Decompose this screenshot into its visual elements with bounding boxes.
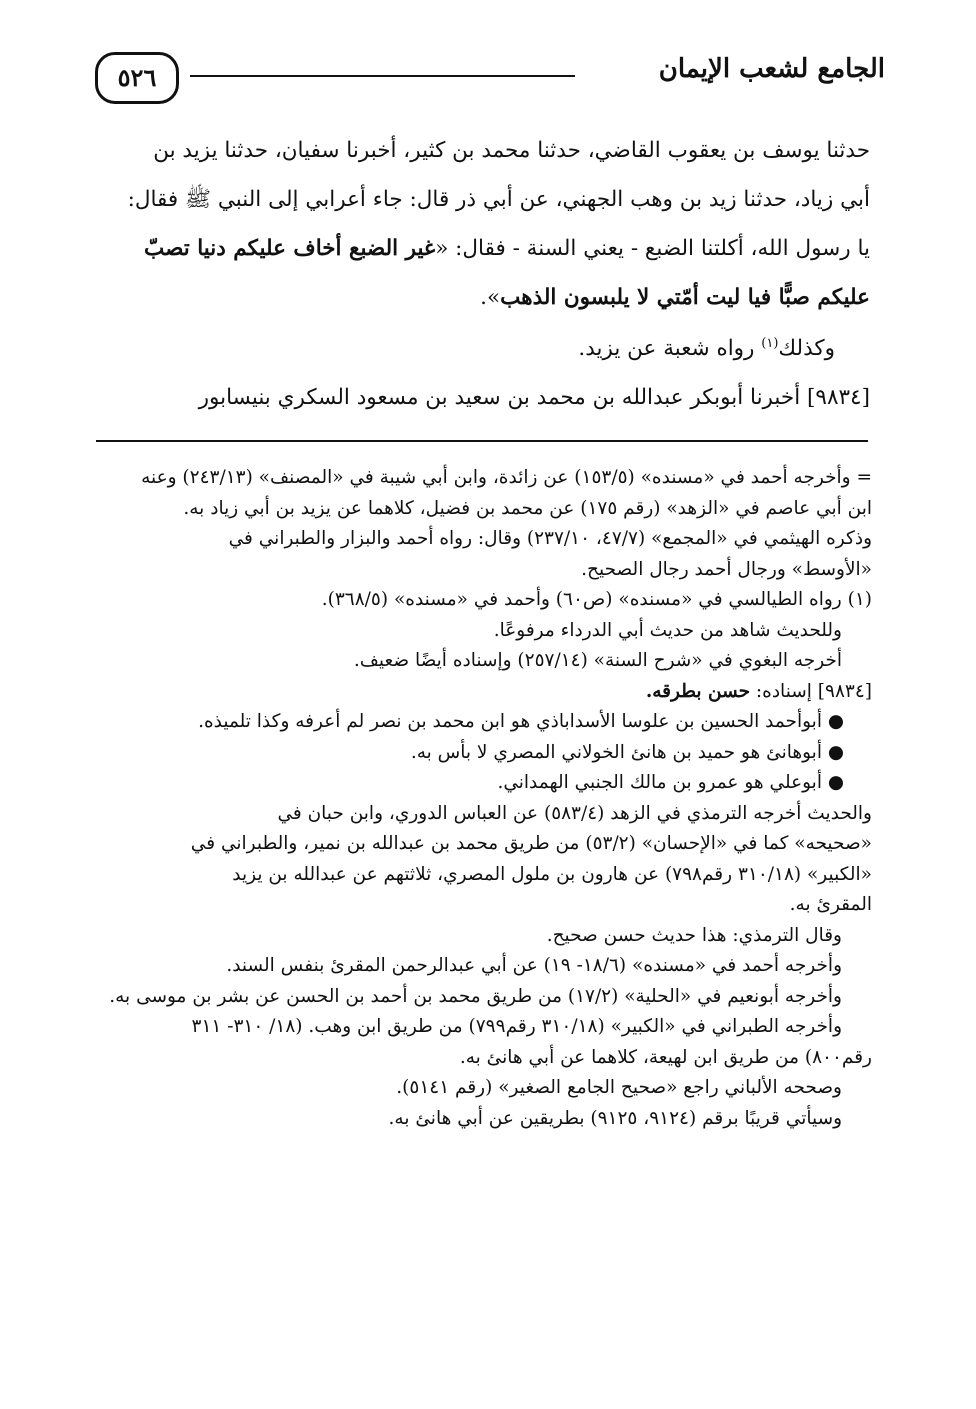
header-rule [190,75,575,77]
footnote-line: وأخرجه الطبراني في «الكبير» (٣١٠/١٨ رقم٧٩٩) من طريق ابن وهب. (١٨/ ٣١٠- ٣١١ [191,1016,842,1037]
hadith-text: عليكم صبًّا فيا ليت أمّتي لا يلبسون الذهب [500,285,870,310]
main-text-span: وكذلك [778,336,835,361]
footnote-marker: (١) [761,335,779,351]
main-line [100,324,870,373]
footnote-line: وللحديث شاهد من حديث أبي الدرداء مرفوعًا. [493,619,842,641]
main-line: أبي زياد، حدثنا زيد بن وهب الجهني، عن أبي ذر قال: جاء أعرابي إلى النبي ﷺ فقال: [127,187,870,212]
main-line: حدثنا يوسف بن يعقوب القاضي، حدثنا محمد بن كثير، أخبرنا سفيان، حدثنا يزيد بن [153,138,870,163]
list-item: ● أبوعلي هو عمرو بن مالك الجنبي الهمداني. [497,772,844,793]
list-item: ● أبوهانئ هو حميد بن هانئ الخولاني المصري لا بأس به. [410,741,844,763]
main-text [100,126,870,422]
takhrij-heading [98,677,872,708]
main-line [100,273,870,322]
footnote-line: وسيأتي قريبًا برقم (٩١٢٤، ٩١٢٥) بطريقين عن أبي هانئ به. [388,1107,842,1129]
list-item: ● أبوأحمد الحسين بن علوسا الأسداباذي هو ابن محمد بن نصر لم أعرفه وكذا تلميذه. [198,711,844,732]
footnote-1: (١) رواه الطيالسي في «مسنده» (ص٦٠) وأحمد في «مسنده» (٣٦٨/٥). [321,589,872,610]
hadith-number-line: [٩٨٣٤] أخبرنا أبوبكر عبدالله بن محمد بن سعيد بن مسعود السكري بنيسابور [198,385,870,410]
footnote-line: أخرجه البغوي في «شرح السنة» (٢٥٧/١٤) وإسناده أيضًا ضعيف. [353,650,842,671]
main-line [100,224,870,273]
main-text-span: ». [480,285,501,310]
footnote-line: المقرئ به. [789,894,872,915]
footnote-line: «صحيحه» كما في «الإحسان» (٥٣/٢) من طريق محمد بن عبدالله بن نمير، والطبراني في [190,833,872,854]
footnote-separator [96,440,868,442]
footnote-line: وصححه الألباني راجع «صحيح الجامع الصغير» (رقم ٥١٤١). [396,1077,842,1098]
footnote-line: وأخرجه أحمد في «مسنده» (١٨/٦- ١٩) عن أبي عبدالرحمن المقرئ بنفس السند. [226,955,842,976]
footnote-line: ابن أبي عاصم في «الزهد» (رقم ١٧٥) عن محمد بن فضيل، كلاهما عن يزيد بن أبي زياد به. [183,497,872,519]
running-title: الجامع لشعب الإيمان [658,54,885,84]
takhrij-verdict: حسن بطرقه. [645,680,751,702]
main-text-span: يا رسول الله، أكلتنا الضبع - يعني السنة - فقال: « [435,236,870,261]
page-header [95,44,885,106]
page-number-badge: ٥٢٦ [95,52,179,104]
footnote-line: «الكبير» (٣١٠/١٨ رقم٧٩٨) عن هارون بن ملول المصري، ثلاثتهم عن عبدالله بن يزيد [232,863,872,885]
footnote-line: رقم٨٠٠) من طريق ابن لهيعة، كلاهما عن أبي هانئ به. [459,1046,872,1068]
footnote-line: = وأخرجه أحمد في «مسنده» (١٥٣/٥) عن زائدة، وابن أبي شيبة في «المصنف» (٢٤٣/١٣) وعنه [141,467,872,488]
footnote-line: «الأوسط» ورجال أحمد رجال الصحيح. [581,558,872,580]
footnote-line: والحديث أخرجه الترمذي في الزهد (٥٨٣/٤) عن العباس الدوري، وابن حبان في [277,802,872,824]
takhrij-label: [٩٨٣٤] إسناده: [750,680,872,702]
footnote-line: وأخرجه أبونعيم في «الحلية» (١٧/٢) من طريق محمد بن أحمد بن الحسن عن بشر بن موسى به. [109,985,842,1007]
hadith-text: غير الضبع أخاف عليكم دنيا تصبّ [144,236,436,261]
main-text-span: رواه شعبة عن يزيد. [578,336,762,361]
footnote-line: وذكره الهيثمي في «المجمع» (٤٧/٧، ٢٣٧/١٠) وقال: رواه أحمد والبزار والطبراني في [228,528,872,549]
footnote-line: وقال الترمذي: هذا حديث حسن صحيح. [546,924,842,946]
footnotes [98,463,872,1134]
